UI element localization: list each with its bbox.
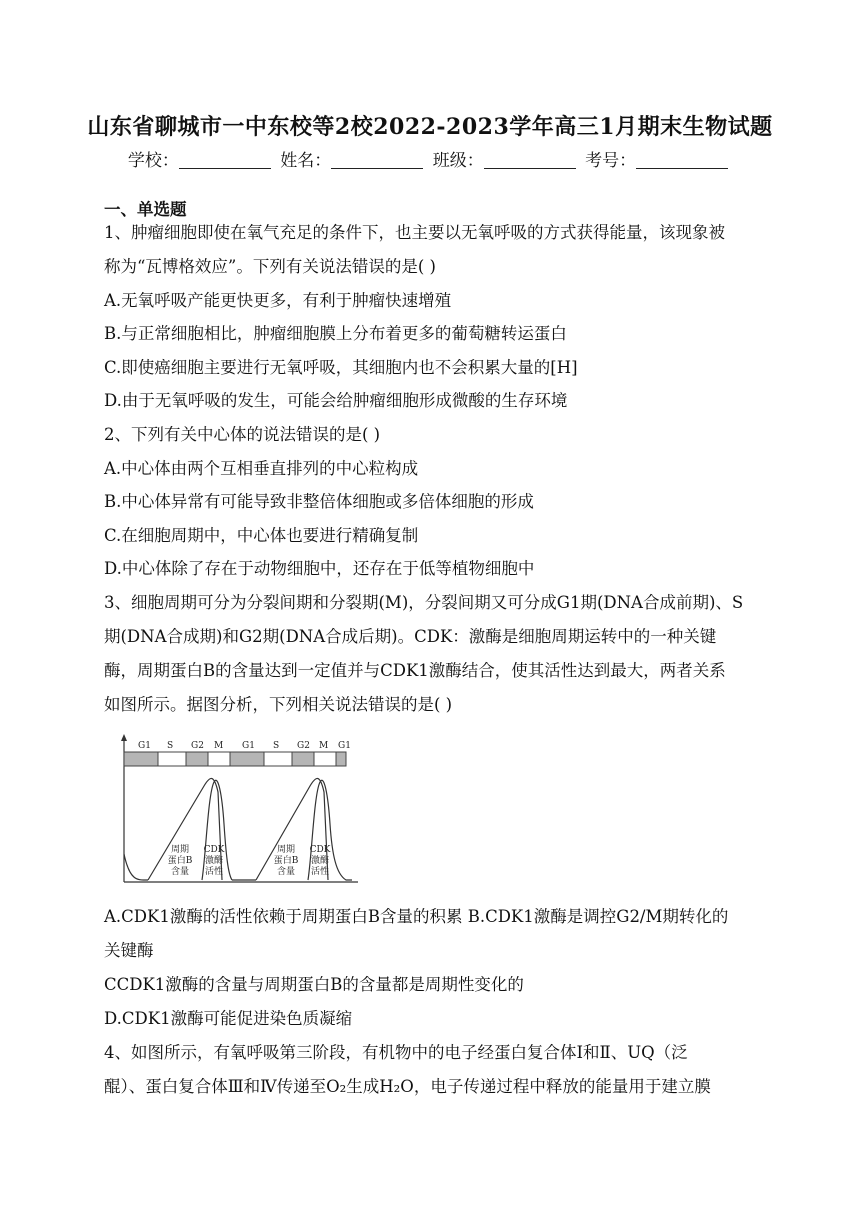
q3-option-c: CCDK1激酶的含量与周期蛋白B的含量都是周期性变化的 [104, 975, 524, 994]
class-blank[interactable] [484, 152, 576, 169]
curve-label: 蛋白B [167, 856, 193, 866]
phase-label: S [273, 741, 280, 751]
curve-label: 激酶 [310, 856, 330, 866]
phase-segment-g1 [124, 752, 158, 766]
curve-label: 含量 [170, 867, 190, 877]
q3-option-ab: A.CDK1激酶的活性依赖于周期蛋白B含量的积累 B.CDK1激酶是调控G2/M期转化的 [104, 907, 729, 926]
phase-label: G2 [297, 741, 310, 751]
curve-label: 活性 [310, 867, 330, 877]
q2-stem: 2、下列有关中心体的说法错误的是( ) [104, 425, 381, 444]
q1-option-b: B.与正常细胞相比，肿瘤细胞膜上分布着更多的葡萄糖转运蛋白 [104, 324, 567, 343]
name-label: 姓名： [280, 151, 332, 171]
phase-segment-m [208, 752, 230, 766]
q1-stem-line-2: 称为“瓦博格效应”。下列有关说法错误的是( ) [104, 257, 436, 276]
phase-segment-s [158, 752, 186, 766]
q4-stem-line-2: 醌）、蛋白复合体Ⅲ和Ⅳ传递至O₂生成H₂O，电子传递过程中释放的能量用于建立膜 [104, 1077, 711, 1096]
section-heading: 一、单选题 [104, 200, 187, 219]
curve-label: 激酶 [204, 856, 224, 866]
phase-label: G1 [242, 741, 255, 751]
q1-option-a: A.无氧呼吸产能更快更多，有利于肿瘤快速增殖 [104, 291, 452, 310]
phase-label: M [214, 741, 224, 751]
q3-option-b-cont: 关键酶 [104, 941, 154, 960]
curve-label: CDK [203, 845, 225, 855]
phase-label: G1 [138, 741, 151, 751]
q3-stem-line-1: 3、细胞周期可分为分裂间期和分裂期(M)，分裂间期又可分成G1期(DNA合成前期)、S [104, 593, 744, 612]
curve-label: 周期 [276, 845, 296, 855]
phase-label: M [319, 741, 329, 751]
q2-option-c: C.在细胞周期中，中心体也要进行精确复制 [104, 526, 419, 545]
q3-stem-line-4: 如图所示。据图分析，下列相关说法错误的是( ) [104, 695, 453, 714]
cdk-activity-curve-tail [124, 854, 148, 880]
name-blank[interactable] [331, 152, 423, 169]
q2-option-b: B.中心体异常有可能导致非整倍体细胞或多倍体细胞的形成 [104, 492, 534, 511]
phase-bar [124, 752, 346, 766]
q1-option-c: C.即使癌细胞主要进行无氧呼吸，其细胞内也不会积累大量的[H] [104, 358, 578, 377]
phase-segment-g2 [186, 752, 208, 766]
cell-cycle-figure [118, 734, 360, 884]
q3-stem-line-3: 酶，周期蛋白B的含量达到一定值并与CDK1激酶结合，使其活性达到最大，两者关系 [104, 661, 726, 680]
exam-no-blank[interactable] [636, 152, 728, 169]
y-axis-arrow-icon [121, 734, 127, 741]
phase-label: S [167, 741, 174, 751]
class-label: 班级： [432, 151, 484, 171]
school-blank[interactable] [179, 152, 271, 169]
phase-label: G1 [338, 741, 351, 751]
q2-option-d: D.中心体除了存在于动物细胞中，还存在于低等植物细胞中 [104, 559, 535, 578]
phase-label: G2 [191, 741, 204, 751]
q1-stem-line-1: 1、肿瘤细胞即使在氧气充足的条件下，也主要以无氧呼吸的方式获得能量，该现象被 [104, 223, 725, 242]
curve-label: 蛋白B [273, 856, 299, 866]
curve-label: 活性 [204, 867, 224, 877]
phase-segment-g1 [230, 752, 264, 766]
cell-cycle-diagram [118, 734, 360, 884]
school-label: 学校： [127, 151, 179, 171]
phase-segment-s [264, 752, 292, 766]
q1-option-d: D.由于无氧呼吸的发生，可能会给肿瘤细胞形成微酸的生存环境 [104, 391, 568, 410]
q2-option-a: A.中心体由两个互相垂直排列的中心粒构成 [104, 459, 419, 478]
curve-label: 含量 [276, 867, 296, 877]
q3-option-d: D.CDK1激酶可能促进染色质凝缩 [104, 1009, 353, 1028]
q3-stem-line-2: 期(DNA合成期)和G2期(DNA合成后期)。CDK：激酶是细胞周期运转中的一种关键 [104, 627, 717, 646]
student-info-line [0, 146, 860, 171]
phase-segment-g2 [292, 752, 314, 766]
q4-stem-line-1: 4、如图所示，有氧呼吸第三阶段，有机物中的电子经蛋白复合体Ⅰ和Ⅱ、UQ（泛 [104, 1043, 688, 1062]
curve-label: CDK [309, 845, 331, 855]
phase-segment-m [314, 752, 336, 766]
page-title: 山东省聊城市一中东校等2校2022-2023学年高三1月期末生物试题 [87, 114, 773, 140]
exam-no-label: 考号： [585, 151, 637, 171]
phase-segment-g1 [336, 752, 346, 766]
curve-label: 周期 [170, 845, 190, 855]
